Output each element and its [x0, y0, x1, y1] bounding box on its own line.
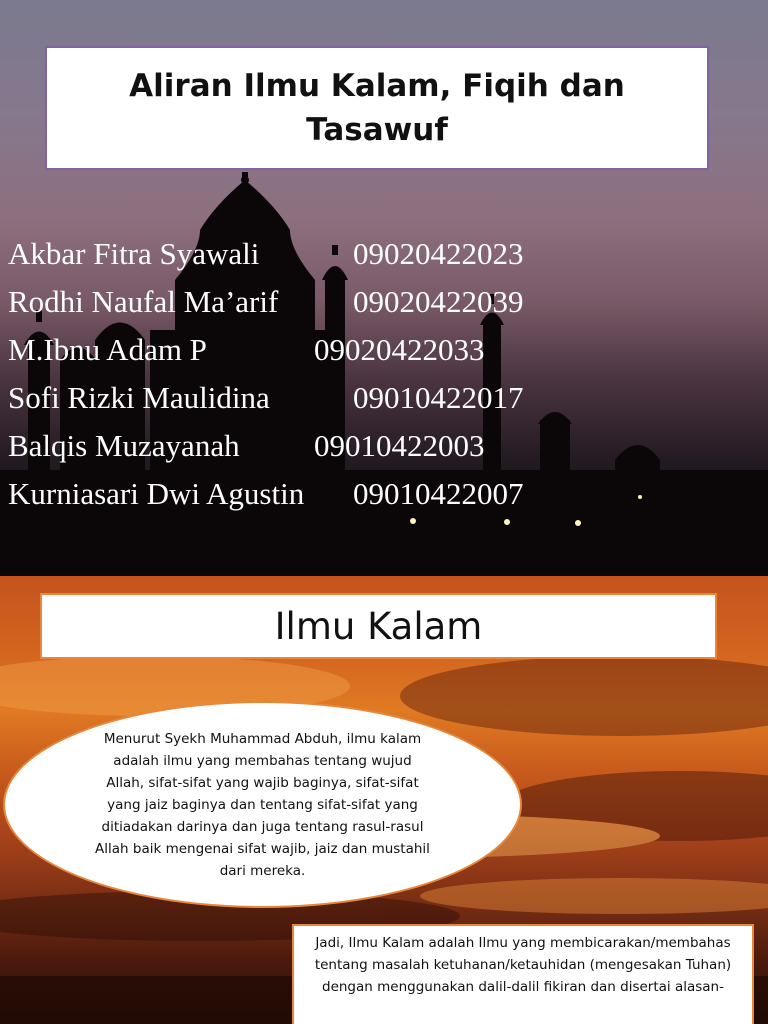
member-row: [8, 280, 748, 328]
member-name: Sofi Rizki Maulidina: [8, 380, 270, 415]
section-heading: Ilmu Kalam: [40, 593, 717, 659]
member-name: Kurniasari Dwi Agustin: [8, 476, 305, 511]
member-row: [8, 424, 748, 472]
member-row: [8, 328, 748, 376]
summary-definition-text: Jadi, Ilmu Kalam adalah Ilmu yang membicarakan/membahas tentang masalah ketuhanan/ketauhidan (mengesakan Tuhan) dengan menggunakan dalil-dalil fikiran dan disertai alasan-: [314, 935, 732, 995]
member-name: Akbar Fitra Syawali: [8, 236, 260, 271]
member-nim: 09020422033: [314, 332, 485, 367]
member-list: [8, 232, 748, 520]
member-nim: 09020422023: [353, 236, 524, 271]
member-name: M.Ibnu Adam P: [8, 332, 207, 367]
member-nim: 09010422017: [353, 380, 524, 415]
member-nim: 09010422007: [353, 476, 524, 511]
summary-box: [292, 924, 754, 1024]
member-name: Balqis Muzayanah: [8, 428, 240, 463]
member-nim: 09010422003: [314, 428, 485, 463]
member-nim: 09020422039: [353, 284, 524, 319]
member-row: [8, 472, 748, 520]
slide-2: [0, 576, 768, 1024]
abduh-definition-text: Menurut Syekh Muhammad Abduh, ilmu kalam adalah ilmu yang membahas tentang wujud Allah, sifat-sifat yang wajib baginya, sifat-sifat yang jaiz baginya dan tentang sifat-sifat yang ditiadakan darinya dan juga tentang rasul-rasul Allah baik mengenai sifat wajib, jaiz dan mustahil dari mereka.: [95, 730, 430, 879]
member-row: [8, 232, 748, 280]
presentation-title: Aliran Ilmu Kalam, Fiqih dan Tasawuf: [45, 46, 709, 170]
definition-ellipse: [3, 701, 522, 908]
member-name: Rodhi Naufal Ma’arif: [8, 284, 279, 319]
member-row: [8, 376, 748, 424]
